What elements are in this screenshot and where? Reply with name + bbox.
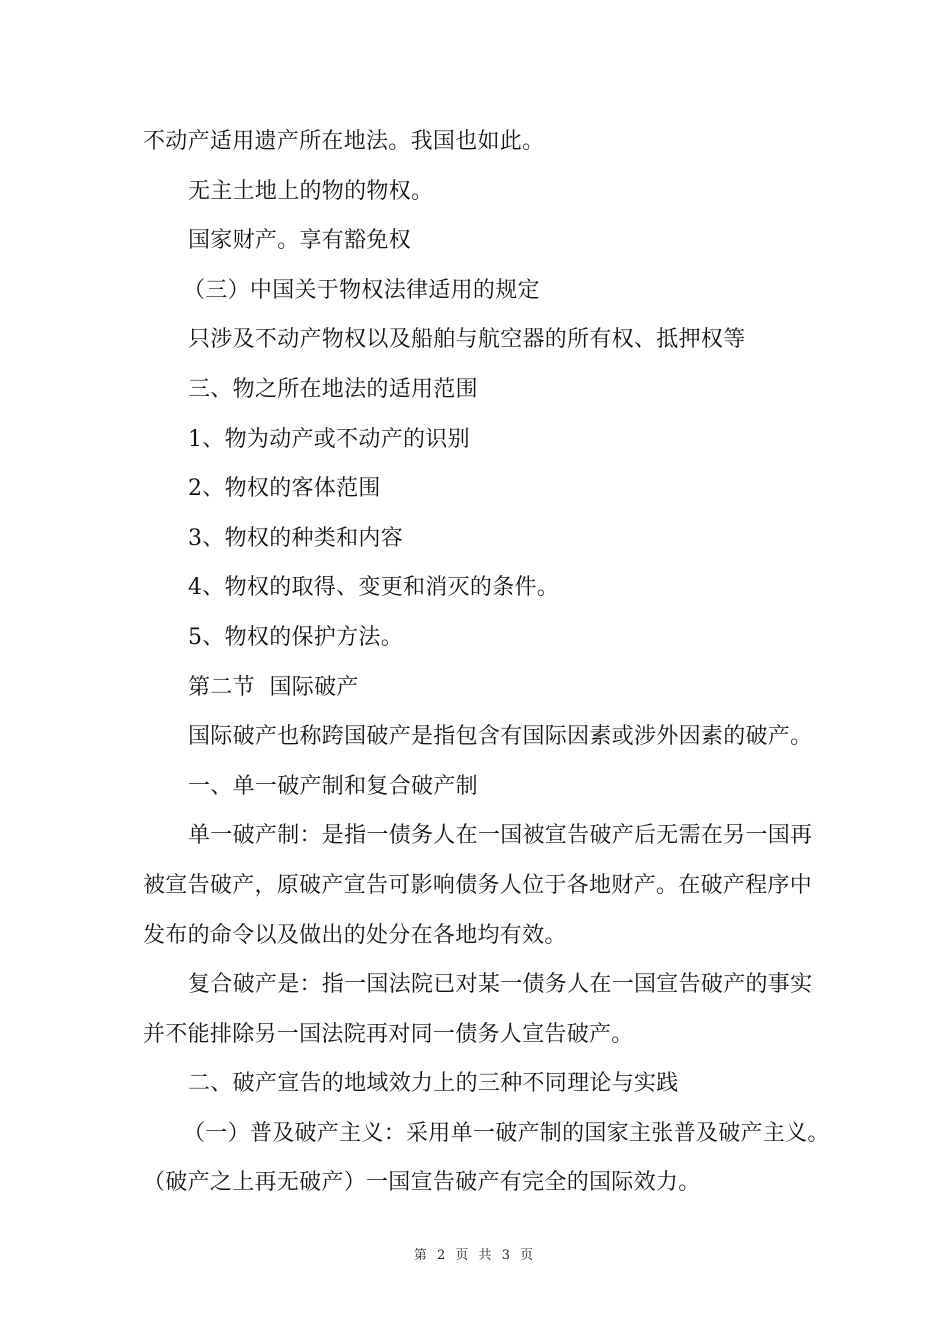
section-heading: 一、单一破产制和复合破产制 — [188, 773, 478, 799]
list-item: 5、物权的保护方法。 — [188, 624, 403, 650]
text-line: 国家财产。享有豁免权 — [188, 228, 412, 254]
text-line: 被宣告破产，原破产宣告可影响债务人位于各地财产。在破产程序中 — [143, 872, 813, 898]
list-item: 2、物权的客体范围 — [188, 476, 381, 502]
section-heading: 三、物之所在地法的适用范围 — [188, 376, 478, 402]
text-line: 不动产适用遗产所在地法。我国也如此。 — [143, 129, 545, 154]
list-item: 1、物为动产或不动产的识别 — [188, 426, 470, 452]
body-text — [143, 117, 830, 1208]
text-line: 只涉及不动产物权以及船舶与航空器的所有权、抵押权等 — [188, 327, 746, 353]
text-line: 单一破产制：是指一债务人在一国被宣告破产后无需在另一国再 — [188, 823, 813, 849]
text-line: 无主土地上的物的物权。 — [188, 178, 434, 204]
list-item: 4、物权的取得、变更和消灭的条件。 — [188, 575, 560, 601]
text-line: （破产之上再无破产）一国宣告破产有完全的国际效力。 — [143, 1170, 701, 1196]
section-heading: 第二节 国际破产 — [188, 674, 359, 700]
text-line: 并不能排除另一国法院再对同一债务人宣告破产。 — [143, 1021, 634, 1047]
text-line: （一）普及破产主义：采用单一破产制的国家主张普及破产主义。 — [183, 1120, 830, 1146]
page-number: 第 2 页 共 3 页 — [413, 1248, 537, 1263]
text-line: 复合破产是：指一国法院已对某一债务人在一国宣告破产的事实 — [188, 972, 813, 998]
section-heading: （三）中国关于物权法律适用的规定 — [183, 277, 540, 303]
list-item: 3、物权的种类和内容 — [188, 525, 403, 551]
text-line: 国际破产也称跨国破产是指包含有国际因素或涉外因素的破产。 — [188, 724, 813, 750]
text-line: 发布的命令以及做出的处分在各地均有效。 — [143, 922, 567, 948]
section-heading: 二、破产宣告的地域效力上的三种不同理论与实践 — [188, 1071, 679, 1097]
